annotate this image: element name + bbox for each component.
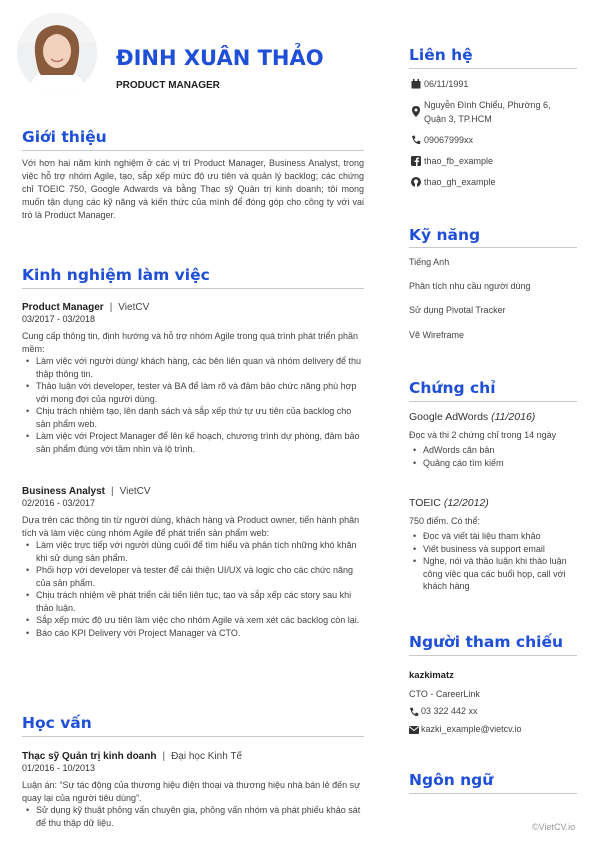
- references-divider: [409, 655, 577, 656]
- list-item: • Sử dụng kỹ thuật phỏng vấn chuyên gia, phỏng vấn nhóm và phát phiếu khảo sát để thu thập dữ liệu.: [36, 804, 364, 829]
- certificate-year: (11/2016): [491, 411, 536, 423]
- facebook-text[interactable]: thao_fb_example: [424, 156, 494, 166]
- list-item: • Làm việc với người dùng/ khách hàng, các bên liên quan và nhóm delivery để thu thập thông tin.: [36, 355, 364, 380]
- birthday-text: 06/11/1991: [424, 79, 469, 89]
- job-company: VietCV: [118, 302, 150, 313]
- job-entry: [22, 297, 364, 455]
- address-line-1: Nguyễn Đình Chiểu, Phường 6,: [424, 100, 551, 110]
- certificate-entry: [409, 497, 577, 593]
- education-entry: [22, 746, 364, 829]
- job-entry: [22, 481, 364, 639]
- reference-email[interactable]: kazki_example@vietcv.io: [421, 724, 522, 734]
- skills-heading: Kỹ năng: [409, 226, 481, 244]
- map-pin-icon: [409, 105, 423, 117]
- certificate-year: (12/2012): [443, 497, 489, 509]
- list-item: • Nghe, nói và thảo luận khi thảo luận công việc qua các buổi họp, call với khách hàng: [423, 555, 573, 593]
- about-divider: [22, 150, 364, 151]
- job-bullets: [22, 539, 364, 639]
- list-item: • Làm việc trực tiếp với người dùng cuối để tìm hiểu và phân tích những khó khăn khi sử dụng sản phẩm.: [36, 539, 364, 564]
- certificate-desc: 750 điểm. Có thể:: [409, 516, 481, 526]
- list-item: • Thảo luận với developer, tester và BA để làm rõ và đảm bảo chức năng phù hợp với mong đợi của người dùng.: [36, 380, 364, 405]
- separator: |: [111, 486, 114, 497]
- certificate-name: Google AdWords: [409, 411, 489, 423]
- watermark: ©VietCV.io: [532, 822, 576, 832]
- phone-text[interactable]: 09067999xx: [424, 135, 474, 145]
- education-heading: Học vấn: [22, 714, 92, 732]
- certificate-desc: Đọc và thi 2 chứng chỉ trong 14 ngày: [409, 430, 557, 440]
- reference-position: CTO - CareerLink: [409, 689, 480, 699]
- github-text[interactable]: thao_gh_example: [424, 177, 496, 187]
- job-company: VietCV: [119, 486, 151, 497]
- list-item: • Phối hợp với developer và tester để cải thiện UI/UX và logic cho các chức năng của sản phẩm.: [36, 564, 364, 589]
- list-item: • Chịu trách nhiệm về phát triển cải tiến liên tục, tạo và sắp xếp các story sau khi thảo luận.: [36, 589, 364, 614]
- job-summary: Dựa trên các thông tin từ người dùng, khách hàng và Product owner, tiến hành phân tích và làm việc cùng nhóm Agile để phát triển sản phẩm web:: [22, 515, 360, 538]
- job-date: 02/2016 - 03/2017: [22, 498, 96, 508]
- skill-item: Phân tích nhu cầu người dùng: [409, 281, 531, 291]
- phone-icon: [409, 134, 423, 146]
- education-divider: [22, 736, 364, 737]
- languages-heading: Ngôn ngữ: [409, 771, 494, 789]
- job-date: 03/2017 - 03/2018: [22, 314, 96, 324]
- list-item: • Sắp xếp mức độ ưu tiên làm việc cho nhóm Agile và xem xét các backlog còn lại.: [36, 614, 364, 627]
- mail-icon: [407, 724, 421, 736]
- list-item: • Làm việc với Project Manager để lên kế hoạch, chương trình dự phòng, đảm bảo sản phẩm đúng với tầm nhìn và lộ trình.: [36, 430, 364, 455]
- skill-item: Tiếng Anh: [409, 257, 450, 267]
- address-line-2: Quận 3, TP.HCM: [424, 114, 492, 124]
- list-item: • Chịu trách nhiệm tạo, lên danh sách và sắp xếp thứ tự ưu tiên của backlog cho sản phẩm web.: [36, 405, 364, 430]
- job-summary: Cung cấp thông tin, định hướng và hỗ trợ nhóm Agile trong quá trình phát triển phần mềm:: [22, 331, 359, 354]
- skills-divider: [409, 247, 577, 248]
- candidate-name: ĐINH XUÂN THẢO: [116, 46, 324, 70]
- list-item: • AdWords căn bản: [423, 444, 577, 457]
- job-position: Business Analyst: [22, 486, 105, 497]
- phone-icon: [407, 706, 421, 718]
- list-item: • Đọc và viết tài liệu tham khảo: [423, 530, 573, 543]
- about-text: Với hơn hai năm kinh nghiệm ở các vị trí Product Manager, Business Analyst, trong việc hỗ trợ nhóm Agile, tạo, sắp xếp mức độ ưu tiên và quản lý backlog; các chứng chỉ TOEIC 750, Google Adwards và bằng Thạc sỹ Quản trị kinh doanh; tôi mong muốn tận dụng các kỹ năng và kiến thức của mình để đóng góp cho công ty với vai trò là Product Manager.: [22, 158, 364, 220]
- calendar-icon: [409, 78, 423, 90]
- separator: |: [162, 751, 166, 762]
- list-item: • Viết business và support email: [423, 543, 573, 556]
- experience-divider: [22, 288, 364, 289]
- skill-item: Vẽ Wireframe: [409, 330, 465, 340]
- education-bullets: [22, 804, 364, 829]
- job-position: Product Manager: [22, 302, 104, 313]
- skill-item: Sử dụng Pivotal Tracker: [409, 305, 506, 315]
- avatar: [17, 13, 97, 93]
- contact-divider: [409, 68, 577, 69]
- reference-name: kazkimatz: [409, 670, 454, 681]
- certificates-divider: [409, 401, 577, 402]
- list-item: • Báo cáo KPI Delivery với Project Manager và CTO.: [36, 627, 364, 640]
- certificate-bullets: [409, 444, 577, 469]
- degree: Thạc sỹ Quản trị kinh doanh: [22, 751, 157, 762]
- education-date: 01/2016 - 10/2013: [22, 763, 96, 773]
- about-heading: Giới thiệu: [22, 128, 107, 146]
- school: Đại học Kinh Tế: [171, 751, 243, 762]
- thesis-text: Luận án: “Sự tác động của thương hiệu điện thoại và thương hiệu nhà bán lẻ đến sự quay lại của người tiêu dùng”.: [22, 780, 361, 803]
- experience-heading: Kinh nghiệm làm việc: [22, 266, 210, 284]
- references-heading: Người tham chiếu: [409, 633, 563, 651]
- languages-divider: [409, 793, 577, 794]
- separator: |: [109, 302, 113, 313]
- job-bullets: [22, 355, 364, 455]
- certificate-name: TOEIC: [409, 497, 441, 509]
- certificate-entry: [409, 411, 577, 469]
- certificate-bullets: [409, 530, 573, 593]
- list-item: • Quảng cáo tìm kiếm: [423, 457, 577, 470]
- certificates-heading: Chứng chỉ: [409, 379, 496, 397]
- job-title: PRODUCT MANAGER: [116, 80, 220, 91]
- facebook-icon: [409, 155, 423, 167]
- contact-heading: Liên hệ: [409, 46, 473, 64]
- profile-photo: [17, 13, 97, 93]
- reference-phone[interactable]: 03 322 442 xx: [421, 706, 478, 716]
- github-icon: [409, 176, 423, 188]
